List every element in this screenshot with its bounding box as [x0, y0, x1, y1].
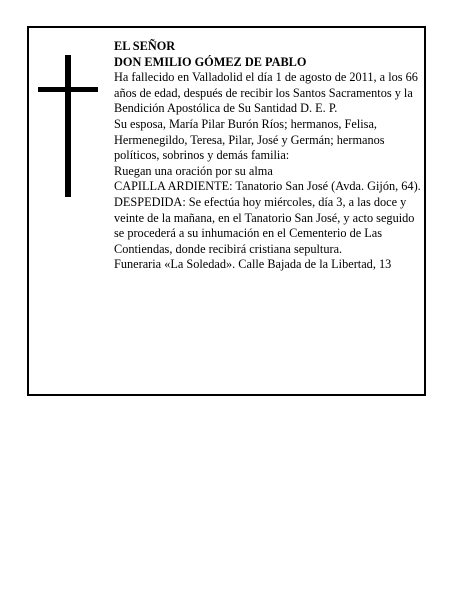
- obituary-text: [114, 39, 424, 273]
- prayer-request: Ruegan una oración por su alma: [114, 163, 273, 178]
- family-list: Su esposa, María Pilar Burón Ríos; hermanos, Felisa, Hermenegildo, Teresa, Pilar, José y Germán; hermanos políticos, sobrinos y demás familia:: [114, 116, 385, 163]
- deceased-name: DON EMILIO GÓMEZ DE PABLO: [114, 54, 307, 69]
- chapel-info: CAPILLA ARDIENTE: Tanatorio San José (Avda. Gijón, 64).: [114, 179, 421, 194]
- notice-heading-line-1: EL SEÑOR: [114, 39, 176, 53]
- cross-horizontal-bar: [38, 87, 98, 92]
- cross-vertical-bar: [65, 55, 71, 197]
- funeral-home-info: Funeraria «La Soledad». Calle Bajada de la Libertad, 13: [114, 257, 392, 272]
- farewell-info: DESPEDIDA: Se efectúa hoy miércoles, día 3, a las doce y veinte de la mañana, en el Tanatorio San José, y acto seguido se procederá a su inhumación en el Cementerio de Las Contiendas, donde recibirá cristiana sepultura.: [114, 194, 415, 256]
- cross-icon: [38, 55, 98, 197]
- death-announcement: Ha fallecido en Valladolid el día 1 de agosto de 2011, a los 66 años de edad, después de recibir los Santos Sacramentos y la Bendición Apostólica de Su Santidad D. E. P.: [114, 70, 418, 116]
